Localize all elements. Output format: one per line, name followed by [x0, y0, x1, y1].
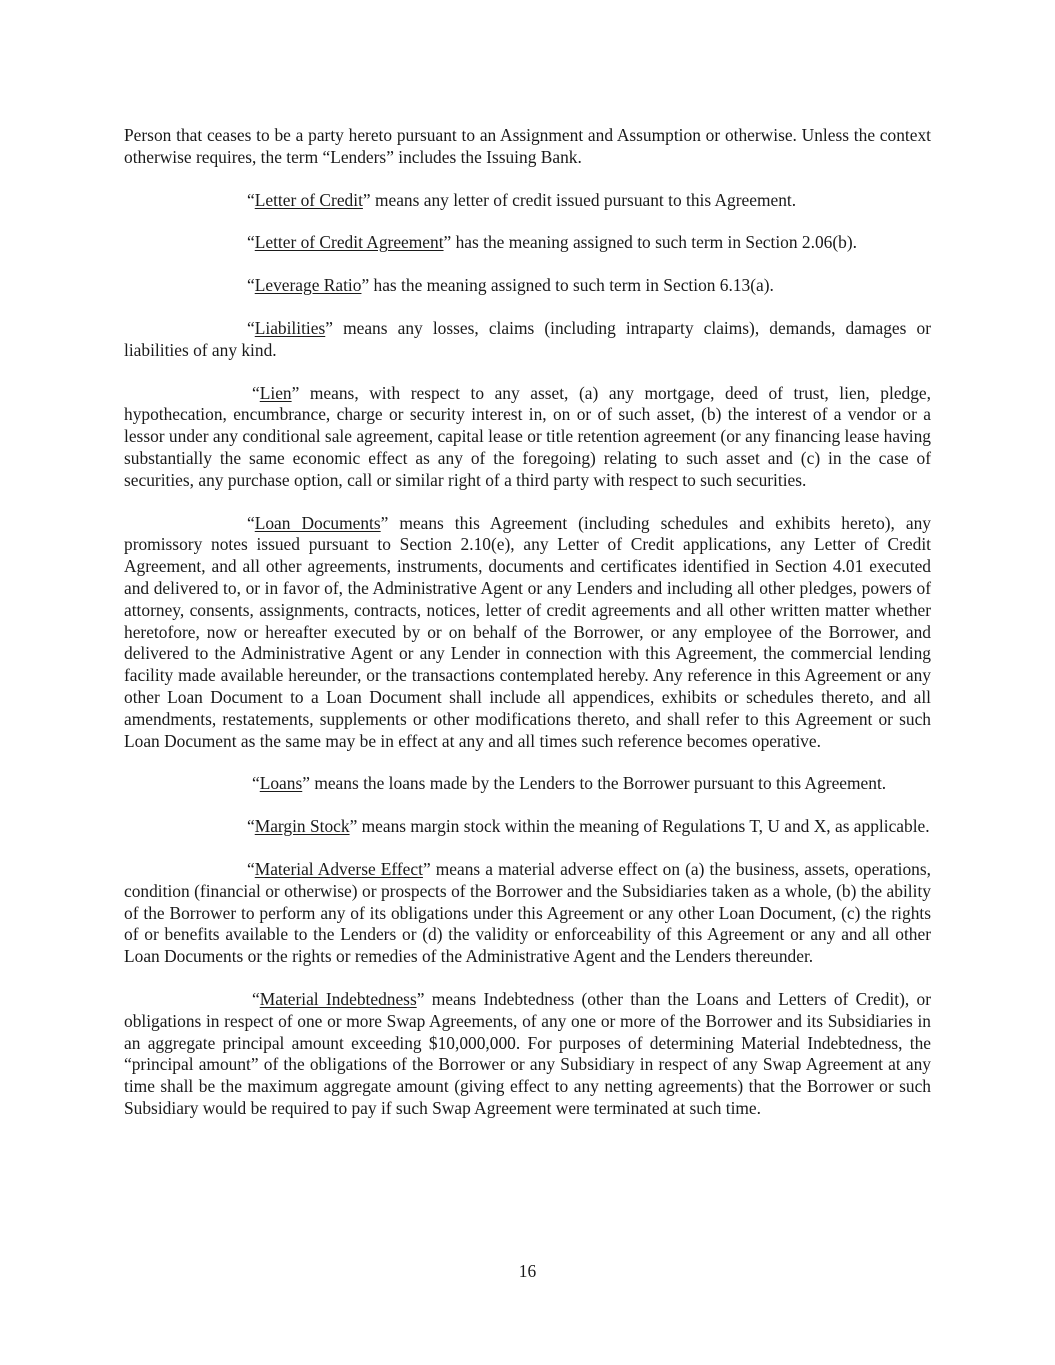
defined-term: Material Indebtedness [259, 988, 417, 1009]
open-quote: “ [252, 988, 260, 1009]
open-quote: “ [247, 512, 255, 533]
definition-material-indebtedness [124, 989, 931, 1120]
defined-term: Loan Documents [254, 512, 381, 533]
paragraph-text: Person that ceases to be a party hereto pursuant to an Assignment and Assumption or otherwise. Unless the context otherwise requires, the term “Lenders” includes the Issuing Bank. [124, 125, 931, 167]
definition-text: ” has the meaning assigned to such term in Section 6.13(a). [361, 275, 774, 296]
defined-term: Liabilities [254, 317, 326, 338]
definition-liabilities [124, 318, 931, 362]
definition-text: ” means the loans made by the Lenders to the Borrower pursuant to this Agreement. [302, 773, 887, 794]
definition-loan-documents [124, 513, 931, 753]
page-number: 16 [518, 1261, 537, 1281]
open-quote: “ [252, 773, 260, 794]
defined-term: Loans [259, 773, 303, 794]
defined-term: Letter of Credit [254, 189, 363, 210]
open-quote: “ [247, 232, 255, 253]
open-quote: “ [252, 382, 260, 403]
open-quote: “ [247, 317, 255, 338]
defined-term: Leverage Ratio [254, 275, 362, 296]
continuation-paragraph [124, 125, 931, 169]
open-quote: “ [247, 816, 255, 837]
definition-letter-of-credit-agreement [124, 232, 931, 254]
open-quote: “ [247, 858, 255, 879]
definition-text: ” means any losses, claims (including intraparty claims), demands, damages or liabilities of any kind. [124, 317, 931, 360]
definition-text: ” means this Agreement (including schedules and exhibits hereto), any promissory notes issued pursuant to Section 2.10(e), any Letter of Credit applications, any Letter of Credit Agreement, and all other agreements, instruments, documents and certificates identified in Section 4.01 executed and delivered to, or in favor of, the Administrative Agent or any Lenders and including all other pledges, powers of attorney, consents, assignments, contracts, notices, letter of credit agreements and all other written matter whether heretofore, now or hereafter executed by or on behalf of the Borrower, or any employee of the Borrower, and delivered to the Administrative Agent or any Lender in connection with this Agreement, the commercial lending facility made available hereunder, or the transactions contemplated hereby. Any reference in this Agreement or any other Loan Document to a Loan Document shall include all appendices, exhibits or schedules thereto, and all amendments, restatements, supplements or other modifications thereto, and shall refer to this Agreement or such Loan Document as the same may be in effect at any and all times such reference becomes operative. [124, 512, 931, 751]
defined-term: Margin Stock [254, 816, 350, 837]
definition-margin-stock [124, 816, 931, 838]
definition-text: ” means a material adverse effect on (a) the business, assets, operations, condition (financial or otherwise) or prospects of the Borrower and the Subsidiaries taken as a whole, (b) the ability of the Borrower to perform any of its obligations under this Agreement or any other Loan Document, (c) the rights of or benefits available to the Lenders or (d) the validity or enforceability of this Agreement or any and all other Loan Documents or the rights or remedies of the Administrative Agent and the Lenders thereunder. [124, 858, 931, 967]
definition-text: ” means any letter of credit issued pursuant to this Agreement. [362, 189, 797, 210]
definition-material-adverse-effect [124, 859, 931, 968]
definition-lien [124, 383, 931, 492]
definition-loans [124, 773, 931, 795]
definition-text: ” means, with respect to any asset, (a) any mortgage, deed of trust, lien, pledge, hypothecation, encumbrance, charge or security interest in, on or of such asset, (b) the interest of a vendor or a lessor under any conditional sale agreement, capital lease or title retention agreement (or any financing lease having substantially the same economic effect as any of the foregoing) relating to such asset and (c) in the case of securities, any purchase option, call or similar right of a third party with respect to such securities. [124, 382, 931, 490]
open-quote: “ [247, 189, 255, 210]
definition-text: ” means margin stock within the meaning of Regulations T, U and X, as applicable. [349, 816, 930, 837]
document-page [124, 125, 931, 1141]
definition-text: ” means Indebtedness (other than the Loans and Letters of Credit), or obligations in respect of one or more Swap Agreements, of any one or more of the Borrower and its Subsidiaries in an aggregate principal amount exceeding $10,000,000. For purposes of determining Material Indebtedness, the “principal amount” of the obligations of the Borrower or any Subsidiary in respect of any Swap Agreement at any time shall be the maximum aggregate amount (giving effect to any netting agreements) that the Borrower or such Subsidiary would be required to pay if such Swap Agreement were terminated at such time. [124, 988, 931, 1118]
defined-term: Material Adverse Effect [254, 858, 423, 879]
open-quote: “ [247, 275, 255, 296]
defined-term: Lien [259, 382, 292, 403]
definition-text: ” has the meaning assigned to such term in Section 2.06(b). [443, 232, 857, 253]
definition-letter-of-credit [124, 190, 931, 212]
defined-term: Letter of Credit Agreement [254, 232, 444, 253]
definition-leverage-ratio [124, 275, 931, 297]
